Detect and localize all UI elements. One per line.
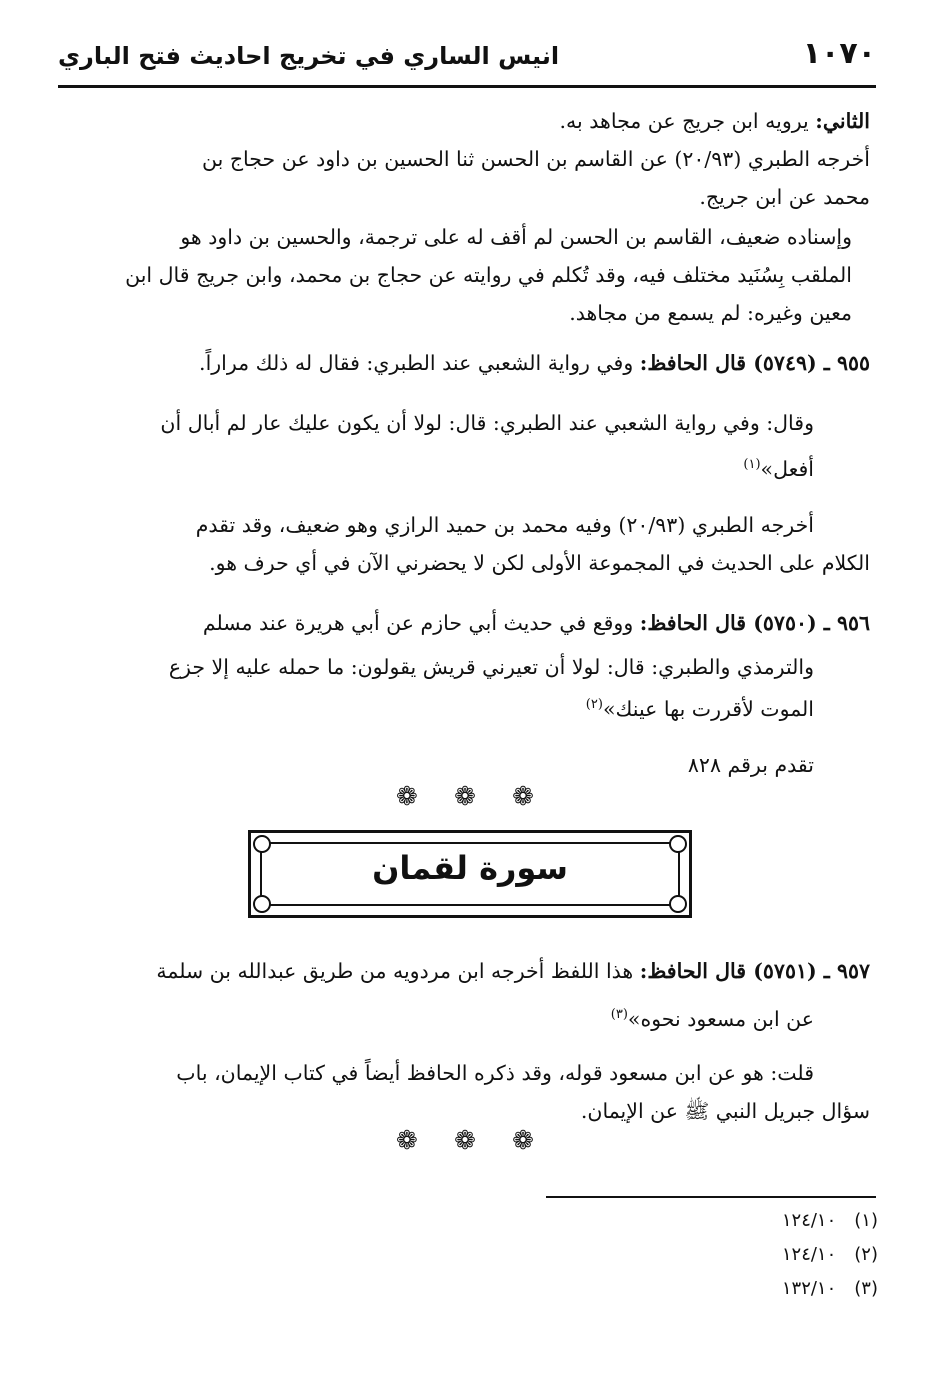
page-number: ١٠٧٠: [802, 36, 876, 71]
footnote-number: (٣): [854, 1278, 878, 1299]
text-line: [70, 102, 870, 140]
entry-number: ٩٥٦ ـ (٥٧٥٠) قال الحافظ:: [639, 611, 870, 635]
quote-line: والترمذي والطبري: قال: لولا أن تعيرني قريش يقولون: ما حمله عليه إلا جزع: [168, 655, 814, 679]
surah-title: سورة لقمان: [372, 849, 568, 887]
footnote-text: ١٢٤/١٠: [781, 1210, 837, 1231]
entry-955-heading: [70, 344, 870, 382]
entry-text: وفي رواية الشعبي عند الطبري: فقال له ذلك مراراً.: [199, 351, 640, 375]
entry-957-comment: [70, 1054, 814, 1092]
footnote: [764, 1244, 878, 1265]
surah-title-frame: [248, 830, 692, 918]
text-line: الكلام على الحديث في المجموعة الأولى لكن لا يحضرني الآن في أي حرف هو.: [209, 551, 870, 575]
footnote: [764, 1278, 878, 1299]
footnote-ref: (٢): [585, 697, 603, 712]
text-line: قلت: هو عن ابن مسعود قوله، وقد ذكره الحافظ أيضاً في كتاب الإيمان، باب: [176, 1061, 814, 1085]
cross-reference: تقدم برقم ٨٢٨: [687, 753, 814, 777]
quote-line: الموت لأقررت بها عينك»: [602, 696, 814, 721]
isnad-paragraph: [70, 218, 852, 332]
entry-956-ref: [70, 746, 814, 784]
section-continuation: [70, 102, 870, 216]
entry-text: هذا اللفظ أخرجه ابن مردويه من طريق عبدالله بن سلمة: [156, 959, 640, 983]
entry-955-takhrij-2: [70, 544, 870, 582]
quote-line: عن ابن مسعود نحوه»: [627, 1006, 814, 1031]
entry-956-heading: [70, 604, 870, 642]
footnote-ref: (٣): [610, 1007, 628, 1022]
text-line: سؤال جبريل النبي ﷺ عن الإيمان.: [580, 1099, 870, 1123]
header-rule: [58, 85, 876, 88]
running-title: انيس الساري في تخريج احاديث فتح الباري: [58, 42, 560, 70]
ornament-separator: ❁ ❁ ❁: [396, 1126, 548, 1156]
corner-ornament: [253, 895, 271, 913]
ornament-separator: ❁ ❁ ❁: [396, 782, 548, 812]
text-line: وإسناده ضعيف، القاسم بن الحسن لم أقف له على ترجمة، والحسين بن داود هو: [180, 225, 852, 249]
footnote-number: (٢): [854, 1244, 878, 1265]
text-line: الملقب بِسُنَيد مختلف فيه، وقد تُكلم في روايته عن حجاج بن محمد، وابن جريج قال ابن: [125, 263, 852, 287]
entry-number: ٩٥٥ ـ (٥٧٤٩) قال الحافظ:: [639, 351, 870, 375]
page-header: [58, 36, 876, 80]
entry-957-heading: [70, 952, 870, 990]
entry-957-comment-2: [70, 1092, 870, 1130]
label-second: الثاني:: [815, 109, 870, 133]
entry-955-quote-end: [70, 446, 814, 484]
corner-ornament: [669, 895, 687, 913]
footnote: [764, 1210, 878, 1231]
text-line: محمد عن ابن جريج.: [699, 185, 870, 209]
footnote-text: ١٣٢/١٠: [781, 1278, 837, 1299]
quote-line: وقال: وفي رواية الشعبي عند الطبري: قال: لولا أن يكون عليك عار لم أبال أن: [160, 411, 814, 435]
footnote-number: (١): [854, 1210, 878, 1231]
footnote-rule: [546, 1196, 876, 1198]
entry-956-quote: [70, 648, 814, 724]
footnote-text: ١٢٤/١٠: [781, 1244, 837, 1265]
text-line: معين وغيره: لم يسمع من مجاهد.: [569, 301, 852, 325]
quote-line: أفعل»: [760, 456, 814, 481]
footnote-ref: (١): [743, 457, 761, 472]
entry-957-quote: [70, 996, 814, 1034]
text-line: أخرجه الطبري (٢٠/٩٣) عن القاسم بن الحسن ثنا الحسين بن داود عن حجاج بن: [202, 147, 870, 171]
entry-955-quote: [70, 404, 814, 442]
entry-text: ووقع في حديث أبي حازم عن أبي هريرة عند مسلم: [202, 611, 640, 635]
line-text: يرويه ابن جريج عن مجاهد به.: [559, 109, 816, 133]
text-line: أخرجه الطبري (٢٠/٩٣) وفيه محمد بن حميد الرازي وهو ضعيف، وقد تقدم: [195, 513, 814, 537]
entry-number: ٩٥٧ ـ (٥٧٥١) قال الحافظ:: [639, 959, 870, 983]
entry-955-takhrij: [70, 506, 814, 544]
